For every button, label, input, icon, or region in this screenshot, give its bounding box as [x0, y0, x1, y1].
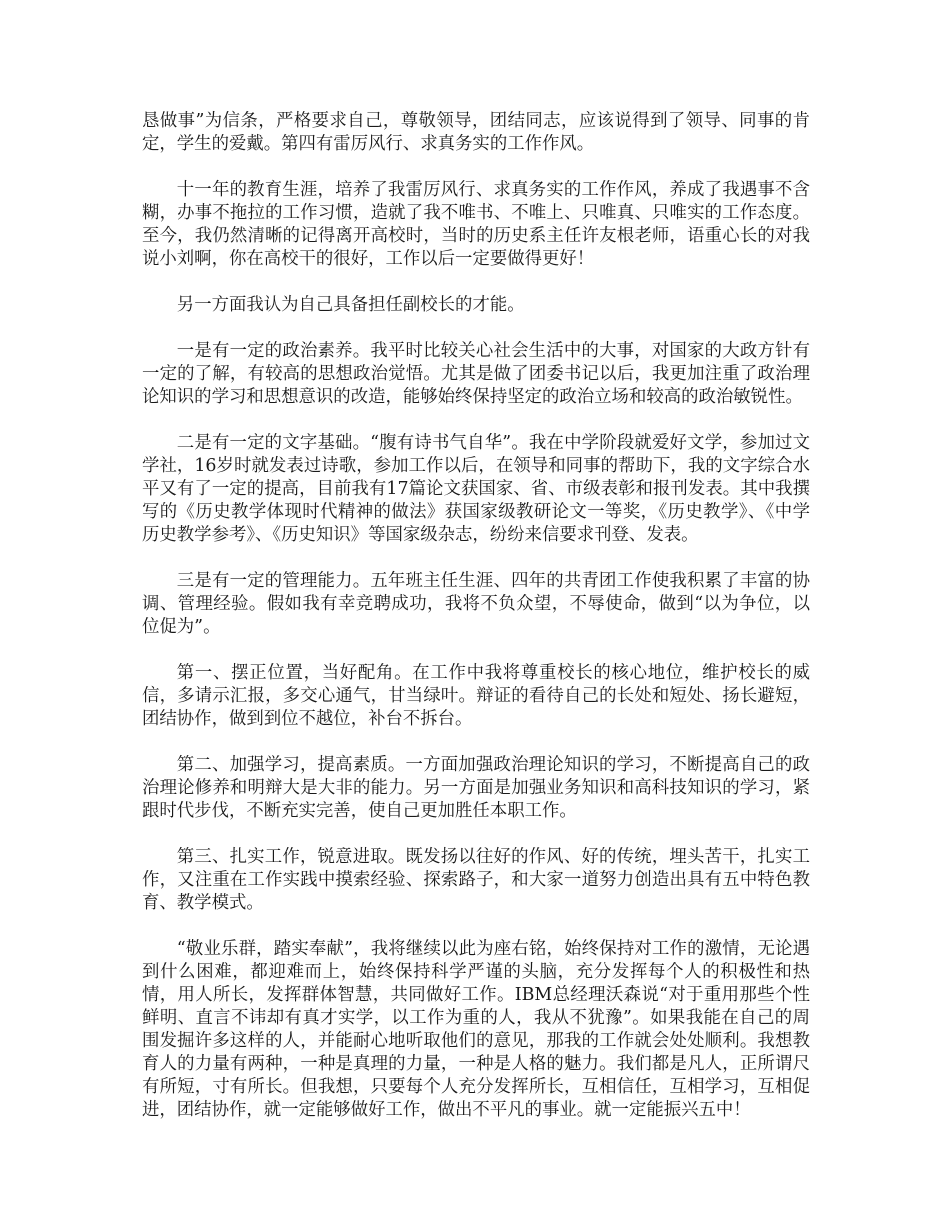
paragraph-7: 第一、摆正位置，当好配角。在工作中我将尊重校长的核心地位，维护校长的威信，多请示汇报，多交心通气，甘当绿叶。辩证的看待自己的长处和短处、扬长避短，团结协作，做到到位不越位，补台不拆台。 — [142, 663, 810, 729]
document-body — [142, 110, 810, 1145]
paragraph-10: “敬业乐群，踏实奉献”，我将继续以此为座右铭，始终保持对工作的激情，无论遇到什么困难，都迎难而上，始终保持科学严谨的头脑，充分发挥每个人的积极性和热情，用人所长，发挥群体智慧，共同做好工作。IBM总经理沃森说“对于重用那些个性鲜明、直言不讳却有真才实学，以工作为重的人，我从不犹豫”。如果我能在自己的周围发掘许多这样的人，并能耐心地听取他们的意见，那我的工作就会处处顺利。我想教育人的力量有两种，一种是真理的力量，一种是人格的魅力。我们都是凡人，正所谓尺有所短，寸有所长。但我想，只要每个人充分发挥所长，互相信任，互相学习，互相促进，团结协作，就一定能够做好工作，做出不平凡的事业。就一定能振兴五中！ — [142, 939, 810, 1120]
paragraph-6: 三是有一定的管理能力。五年班主任生涯、四年的共青团工作使我积累了丰富的协调、管理经验。假如我有幸竞聘成功，我将不负众望，不辱使命，做到“以为争位，以位促为”。 — [142, 571, 810, 637]
paragraph-8: 第二、加强学习，提高素质。一方面加强政治理论知识的学习，不断提高自己的政治理论修养和明辩大是大非的能力。另一方面是加强业务知识和高科技知识的学习，紧跟时代步伐，不断充实完善，使自己更加胜任本职工作。 — [142, 755, 810, 821]
paragraph-2: 十一年的教育生涯，培养了我雷厉风行、求真务实的工作作风，养成了我遇事不含糊，办事不拖拉的工作习惯，造就了我不唯书、不唯上、只唯真、只唯实的工作态度。至今，我仍然清晰的记得离开高校时，当时的历史系主任许友根老师，语重心长的对我说小刘啊，你在高校干的很好，工作以后一定要做得更好！ — [142, 180, 810, 269]
paragraph-9: 第三、扎实工作，锐意进取。既发扬以往好的作风、好的传统，埋头苦干，扎实工作，又注重在工作实践中摸索经验、探索路子，和大家一道努力创造出具有五中特色教育、教学模式。 — [142, 847, 810, 913]
paragraph-1: 恳做事”为信条，严格要求自己，尊敬领导，团结同志，应该说得到了领导、同事的肯定，学生的爱戴。第四有雷厉风行、求真务实的工作作风。 — [142, 111, 810, 154]
paragraph-3: 另一方面我认为自己具备担任副校长的才能。 — [176, 295, 525, 315]
paragraph-5: 二是有一定的文字基础。“腹有诗书气自华”。我在中学阶段就爱好文学，参加过文学社，16岁时就发表过诗歌，参加工作以后，在领导和同事的帮助下，我的文字综合水平又有了一定的提高，目前我有17篇论文获国家、省、市级表彰和报刊发表。其中我撰写的《历史教学体现时代精神的做法》获国家级教研论文一等奖，《历史教学》、《中学历史教学参考》、《历史知识》等国家级杂志，纷纷来信要求刊登、发表。 — [142, 433, 810, 545]
paragraph-4: 一是有一定的政治素养。我平时比较关心社会生活中的大事，对国家的大政方针有一定的了解，有较高的思想政治觉悟。尤其是做了团委书记以后，我更加注重了政治理论知识的学习和思想意识的改造，能够始终保持坚定的政治立场和较高的政治敏锐性。 — [142, 341, 810, 407]
